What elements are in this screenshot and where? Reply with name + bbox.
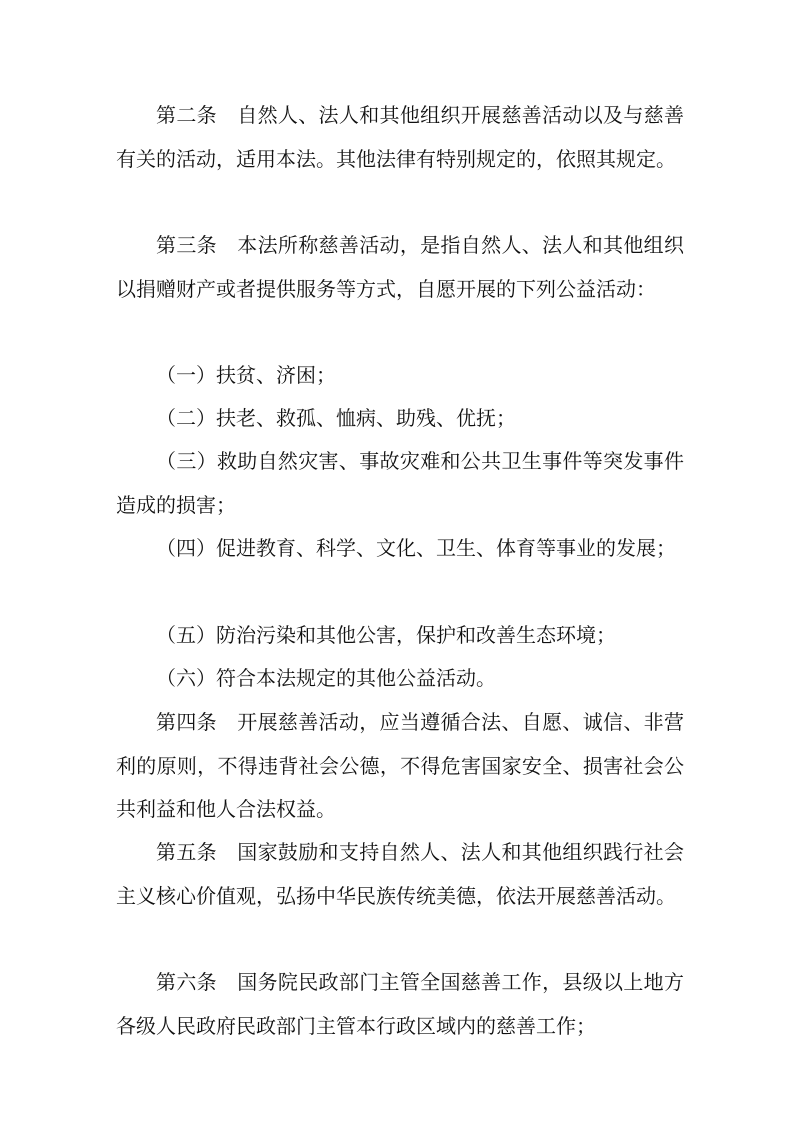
article-2-paragraph: 第二条 自然人、法人和其他组织开展慈善活动以及与慈善有关的活动，适用本法。其他法律有特别规定的，依照其规定。 xyxy=(116,103,684,171)
list-item-3: （三）救助自然灾害、事故灾难和公共卫生事件等突发事件造成的损害； xyxy=(116,449,684,517)
article-6-paragraph: 第六条 国务院民政部门主管全国慈善工作，县级以上地方各级人民政府民政部门主管本行政区域内的慈善工作； xyxy=(116,970,684,1038)
list-item-1: （一）扶贫、济困； xyxy=(156,363,336,387)
document-page xyxy=(116,0,684,1122)
list-item-2: （二）扶老、救孤、恤病、助残、优抚； xyxy=(156,406,516,430)
list-item-5: （五）防治污染和其他公害，保护和改善生态环境； xyxy=(156,623,616,647)
article-4-paragraph: 第四条 开展慈善活动，应当遵循合法、自愿、诚信、非营利的原则，不得违背社会公德，不得危害国家安全、损害社会公共利益和他人合法权益。 xyxy=(116,710,684,821)
article-5-paragraph: 第五条 国家鼓励和支持自然人、法人和其他组织践行社会主义核心价值观，弘扬中华民族传统美德，依法开展慈善活动。 xyxy=(116,840,684,908)
list-item-4: （四）促进教育、科学、文化、卫生、体育等事业的发展； xyxy=(156,536,676,560)
list-item-6: （六）符合本法规定的其他公益活动。 xyxy=(156,666,496,690)
article-3-paragraph: 第三条 本法所称慈善活动，是指自然人、法人和其他组织以捐赠财产或者提供服务等方式，自愿开展的下列公益活动： xyxy=(116,233,684,301)
